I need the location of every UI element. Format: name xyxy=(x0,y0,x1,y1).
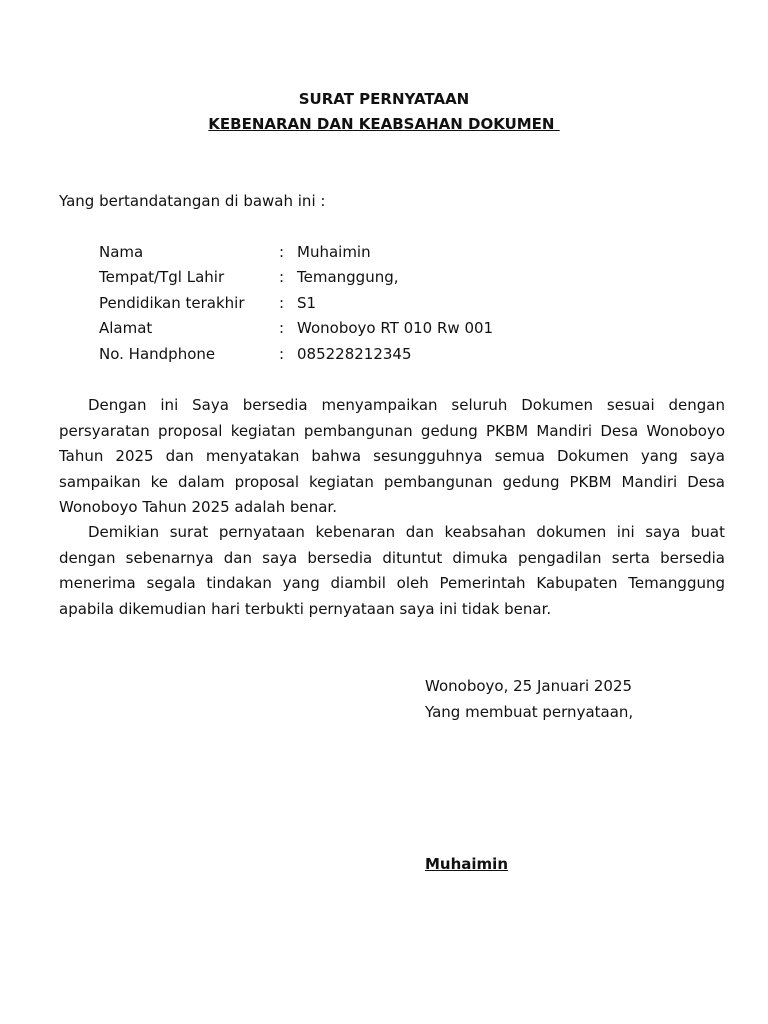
body-paragraph-1: Dengan ini Saya bersedia menyampaikan seluruh Dokumen sesuai dengan persyaratan proposal kegiatan pembangunan gedung PKBM Mandiri Desa Wonoboyo Tahun 2025 dan menyatakan bahwa sesungguhnya semua Dokumen yang saya sampaikan ke dalam proposal kegiatan pembangunan gedung PKBM Mandiri Desa Wonoboyo Tahun 2025 adalah benar. xyxy=(59,396,725,516)
field-row-tempat-tgl-lahir xyxy=(0,268,768,290)
document-subtitle-text: KEBENARAN DAN KEABSAHAN DOKUMEN xyxy=(208,115,560,133)
field-value: S1 xyxy=(297,294,317,312)
field-label: Alamat xyxy=(99,319,153,337)
field-value: 085228212345 xyxy=(297,345,412,363)
field-value: Muhaimin xyxy=(297,243,371,261)
field-label: No. Handphone xyxy=(99,345,216,363)
field-value: Wonoboyo RT 010 Rw 001 xyxy=(297,319,494,337)
signature-caption: Yang membuat pernyataan, xyxy=(425,703,634,721)
field-row-handphone xyxy=(0,345,768,367)
field-label: Tempat/Tgl Lahir xyxy=(99,268,225,286)
signature-name: Muhaimin xyxy=(425,855,508,873)
field-colon: : xyxy=(279,294,285,312)
field-colon: : xyxy=(279,345,285,363)
document-subtitle xyxy=(0,115,768,133)
field-colon: : xyxy=(279,268,285,286)
field-colon: : xyxy=(279,319,285,337)
field-label: Nama xyxy=(99,243,144,261)
field-row-alamat xyxy=(0,319,768,341)
document-title: SURAT PERNYATAAN xyxy=(298,90,470,108)
field-value: Temanggung, xyxy=(297,268,399,286)
intro-text: Yang bertandatangan di bawah ini : xyxy=(59,192,326,210)
field-row-pendidikan xyxy=(0,294,768,316)
field-row-nama xyxy=(0,243,768,265)
field-label: Pendidikan terakhir xyxy=(99,294,245,312)
signature-place-date: Wonoboyo, 25 Januari 2025 xyxy=(425,677,633,695)
field-colon: : xyxy=(279,243,285,261)
body-paragraph-2: Demikian surat pernyataan kebenaran dan keabsahan dokumen ini saya buat dengan sebenarnya dan saya bersedia dituntut dimuka pengadilan serta bersedia menerima segala tindakan yang diambil oleh Pemerintah Kabupaten Temanggung apabila dikemudian hari terbukti pernyataan saya ini tidak benar. xyxy=(59,523,725,618)
